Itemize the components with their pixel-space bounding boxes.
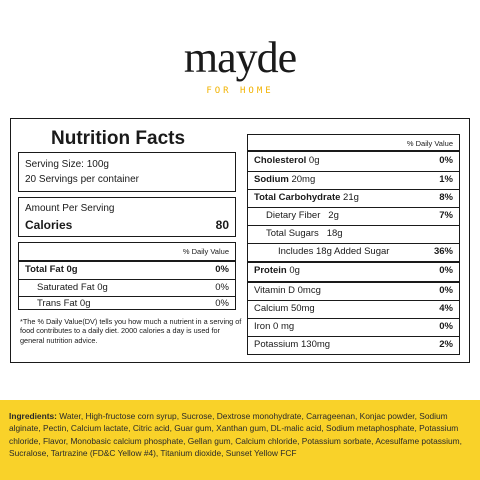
total-sugars-amount: 18g <box>326 228 343 239</box>
divider <box>19 260 235 262</box>
iron-amount: 0 mg <box>273 321 295 332</box>
sodium-amount: 20mg <box>291 174 316 185</box>
cholesterol-row <box>254 155 319 167</box>
amount-per-serving: Amount Per Serving <box>25 203 115 214</box>
dietary-fiber-label: Dietary Fiber <box>266 210 321 221</box>
footnote: *The % Daily Value(DV) tells you how much a nutrient in a serving of food contributes to a daily diet. 2000 calories a day is used for general nutrition advice. <box>20 317 242 345</box>
calcium-amount: 50mg <box>290 303 315 314</box>
dv-header-right: % Daily Value <box>406 139 453 148</box>
divider <box>248 225 459 226</box>
total-carb-value: 8% <box>439 192 453 203</box>
divider <box>248 300 459 301</box>
divider <box>19 296 235 297</box>
protein-row <box>254 265 300 277</box>
divider <box>248 207 459 208</box>
nutrient-table <box>247 134 460 355</box>
ingredients-label: Ingredients: <box>9 411 57 421</box>
total-fat-label: Total Fat 0g <box>25 264 78 275</box>
saturated-fat-value: 0% <box>215 282 229 293</box>
divider <box>248 318 459 319</box>
sodium-row <box>254 174 315 186</box>
total-carb-row <box>254 192 359 204</box>
calcium-value: 4% <box>439 303 453 314</box>
nutrition-facts-title: Nutrition Facts <box>51 128 186 149</box>
divider <box>248 261 459 263</box>
sodium-value: 1% <box>439 174 453 185</box>
total-sugars-row <box>266 228 343 240</box>
protein-amount: 0g <box>289 265 300 276</box>
dietary-fiber-value: 7% <box>439 210 453 221</box>
divider <box>248 171 459 172</box>
divider <box>248 336 459 337</box>
trans-fat-value: 0% <box>215 298 229 309</box>
calcium-row <box>254 303 315 315</box>
serving-size: Serving Size: 100g <box>25 159 109 170</box>
divider <box>19 279 235 280</box>
servings-per-container: 20 Servings per container <box>25 174 139 185</box>
sodium-label: Sodium <box>254 174 289 185</box>
iron-label: Iron <box>254 321 271 332</box>
trans-fat-label: Trans Fat 0g <box>37 298 91 309</box>
serving-box <box>18 152 236 192</box>
potassium-row <box>254 339 330 351</box>
iron-value: 0% <box>439 321 453 332</box>
saturated-fat-label: Saturated Fat 0g <box>37 282 108 293</box>
ingredients-panel <box>0 400 480 480</box>
cholesterol-value: 0% <box>439 155 453 166</box>
potassium-amount: 130mg <box>301 339 331 350</box>
calories-value: 80 <box>215 218 229 232</box>
vitamin-d-label: Vitamin D 0mcg <box>254 285 321 296</box>
divider <box>248 243 459 244</box>
total-fat-value: 0% <box>215 264 229 275</box>
dietary-fiber-row <box>266 210 339 222</box>
divider <box>248 150 459 152</box>
ingredients-text: Water, High-fructose corn syrup, Sucrose, Dextrose monohydrate, Carrageenan, Konjac powder, Sodium alginate, Pectin, Calcium lactate, Citric acid, Guar gum, Xanthan gum, DL-malic acid, Sodium metaphosphate, Potassium chloride, Flavor, Monobasic calcium phosphate, Gellan gum, Calcium chloride, Potassium sorbate, Acesulfame potassium, Sucralose, Tartrazine (FD&C Yellow #4), Titanium dioxide, Sunset Yellow FCF <box>9 411 462 459</box>
protein-label: Protein <box>254 265 287 276</box>
total-carb-amount: 21g <box>343 192 359 203</box>
divider <box>248 189 459 190</box>
total-sugars-label: Total Sugars <box>266 228 319 239</box>
potassium-label: Potassium <box>254 339 299 350</box>
fat-box <box>18 242 236 310</box>
dv-header-left: % Daily Value <box>182 247 229 256</box>
cholesterol-amount: 0g <box>308 155 320 166</box>
cholesterol-label: Cholesterol <box>254 155 307 166</box>
vitamin-d-value: 0% <box>439 285 453 296</box>
total-carb-label: Total Carbohydrate <box>254 192 341 203</box>
added-sugar-label: Includes 18g Added Sugar <box>278 246 390 257</box>
added-sugar-value: 36% <box>433 246 453 257</box>
brand-tagline: FOR HOME <box>206 86 274 96</box>
iron-row <box>254 321 294 333</box>
calcium-label: Calcium <box>254 303 289 314</box>
protein-value: 0% <box>439 265 453 276</box>
calories-label: Calories <box>25 218 73 232</box>
brand-logo: mayde <box>183 33 297 82</box>
dietary-fiber-amount: 2g <box>328 210 339 221</box>
nutrition-panel <box>10 118 470 363</box>
divider <box>248 281 459 283</box>
calories-box <box>18 197 236 237</box>
potassium-value: 2% <box>439 339 453 350</box>
